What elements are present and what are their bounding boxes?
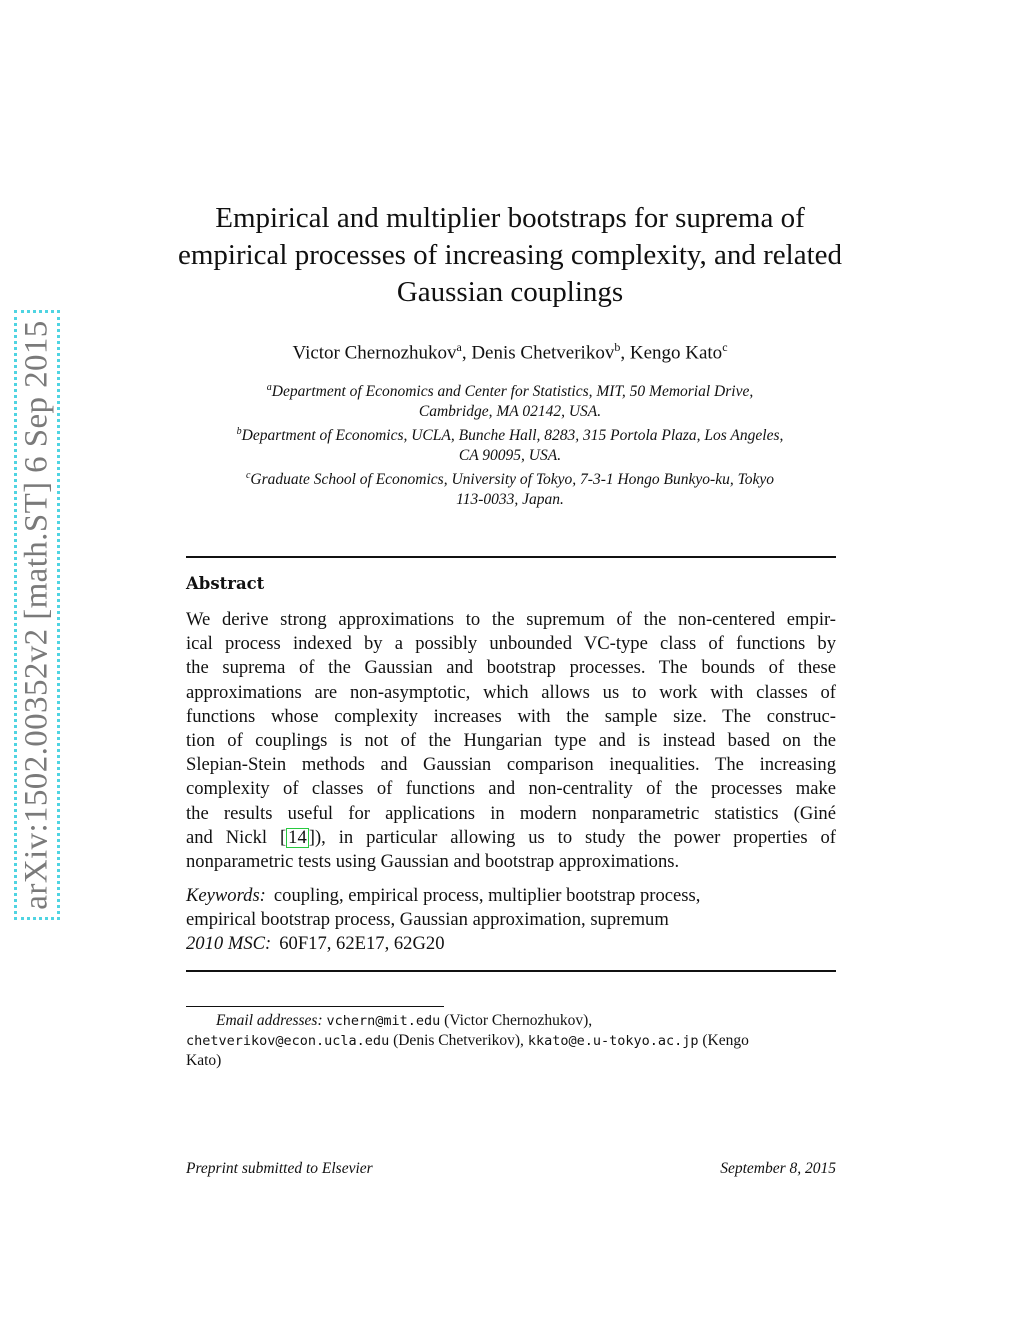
msc-line [186, 932, 836, 956]
affiliation-text: Graduate School of Economics, University of Tokyo, 7-3-1 Hongo Bunkyo-ku, Tokyo [250, 471, 775, 489]
title-line: Gaussian couplings [396, 276, 624, 308]
email-owner: (Denis Chetverikov), [393, 1032, 524, 1049]
affiliation-mark: a [266, 382, 272, 393]
citation-link-14[interactable]: 14 [288, 826, 307, 848]
email-owner: (Kengo [702, 1032, 749, 1049]
affiliation-mark: b [236, 426, 242, 438]
affiliation-c [180, 466, 840, 490]
keywords-block [186, 884, 836, 957]
affiliation-text: Department of Economics, UCLA, Bunche Hall, 8283, 315 Portola Plaza, Los Angeles, [241, 427, 784, 445]
author-mark: a [456, 340, 462, 354]
email-footnote [186, 1011, 836, 1071]
abstract-heading: Abstract [186, 574, 265, 593]
email-link[interactable]: chetverikov@econ.ucla.edu [186, 1033, 390, 1049]
footer-date: September 8, 2015 [720, 1160, 836, 1177]
author-mark: c [722, 340, 728, 354]
email-link[interactable]: kkato@e.u-tokyo.ac.jp [527, 1033, 699, 1049]
footnote-line: Kato) [186, 1052, 222, 1069]
author-list: Victor Chernozhukov$^a$, Denis Chetverikov$^b$, Kengo Kato$^c$ [292, 340, 728, 364]
author-mark: b [614, 340, 621, 354]
footnote-rule [186, 1006, 444, 1007]
footnote-label: Email addresses: [216, 1012, 323, 1029]
title-line: Empirical and multiplier bootstraps for suprema of [215, 202, 805, 234]
abstract-line: complexity of classes of functions and non-centrality of the processes make [186, 778, 836, 800]
email-owner: (Victor Chernozhukov), [444, 1012, 593, 1029]
abstract-line: the suprema of the Gaussian and bootstrap processes. The bounds of these [186, 657, 836, 679]
abstract-line: tion of couplings is not of the Hungarian type and is instead based on the [186, 730, 836, 752]
abstract-text: and Nickl [ [186, 826, 287, 848]
author-name: Kengo Kato [629, 342, 723, 364]
abstract-line: approximations are non-asymptotic, which allows us to work with classes of [186, 681, 836, 703]
footnote-line [186, 1011, 836, 1031]
affiliation-a [180, 378, 840, 402]
affiliation-b [180, 422, 840, 446]
abstract-line: ical process indexed by a possibly unbounded VC-type class of functions by [186, 633, 836, 655]
abstract-line: Slepian-Stein methods and Gaussian comparison inequalities. The increasing [186, 754, 836, 776]
paper-title [170, 200, 850, 311]
arxiv-stamp[interactable] [14, 310, 60, 920]
abstract-line: nonparametric tests using Gaussian and bootstrap approximations. [186, 851, 680, 873]
email-link[interactable]: vchern@mit.edu [326, 1013, 441, 1029]
keywords-label: Keywords: [186, 885, 266, 906]
affiliation-b-cont: CA 90095, USA. [458, 447, 562, 465]
abstract-body [186, 608, 836, 874]
abstract-line-citation [186, 826, 836, 850]
affiliations [180, 378, 840, 510]
footer-preprint: Preprint submitted to Elsevier [186, 1160, 373, 1177]
author-name: Denis Chetverikov [471, 342, 615, 364]
affiliation-a-cont: Cambridge, MA 02142, USA. [418, 403, 602, 421]
abstract-top-rule [186, 556, 836, 558]
affiliation-mark: c [245, 470, 251, 482]
abstract-line: the results useful for applications in modern nonparametric statistics (Giné [186, 802, 836, 824]
title-line: empirical processes of increasing complexity, and related [177, 239, 843, 271]
keywords-line [186, 884, 836, 908]
affiliation-c-cont: 113-0033, Japan. [456, 491, 564, 509]
keywords-text: coupling, empirical process, multiplier bootstrap process, [273, 885, 701, 906]
msc-value: 60F17, 62E17, 62G20 [279, 933, 445, 955]
affiliation-text: Department of Economics and Center for Statistics, MIT, 50 Memorial Drive, [271, 383, 754, 401]
abstract-bottom-rule [186, 970, 836, 972]
abstract-text: ]), in particular allowing us to study the power properties of [308, 826, 836, 848]
msc-label: 2010 MSC: [186, 933, 272, 955]
keywords-line-cont: empirical bootstrap process, Gaussian approximation, supremum [186, 909, 669, 931]
abstract-line: functions whose complexity increases with the sample size. The construc- [186, 705, 836, 727]
abstract-line: We derive strong approximations to the supremum of the non-centered empir- [186, 609, 836, 630]
footnote-line [186, 1031, 836, 1051]
author-name: Victor Chernozhukov [292, 342, 457, 364]
arxiv-stamp-text: arXiv:1502.00352v2 [math.ST] 6 Sep 2015 [18, 320, 55, 910]
